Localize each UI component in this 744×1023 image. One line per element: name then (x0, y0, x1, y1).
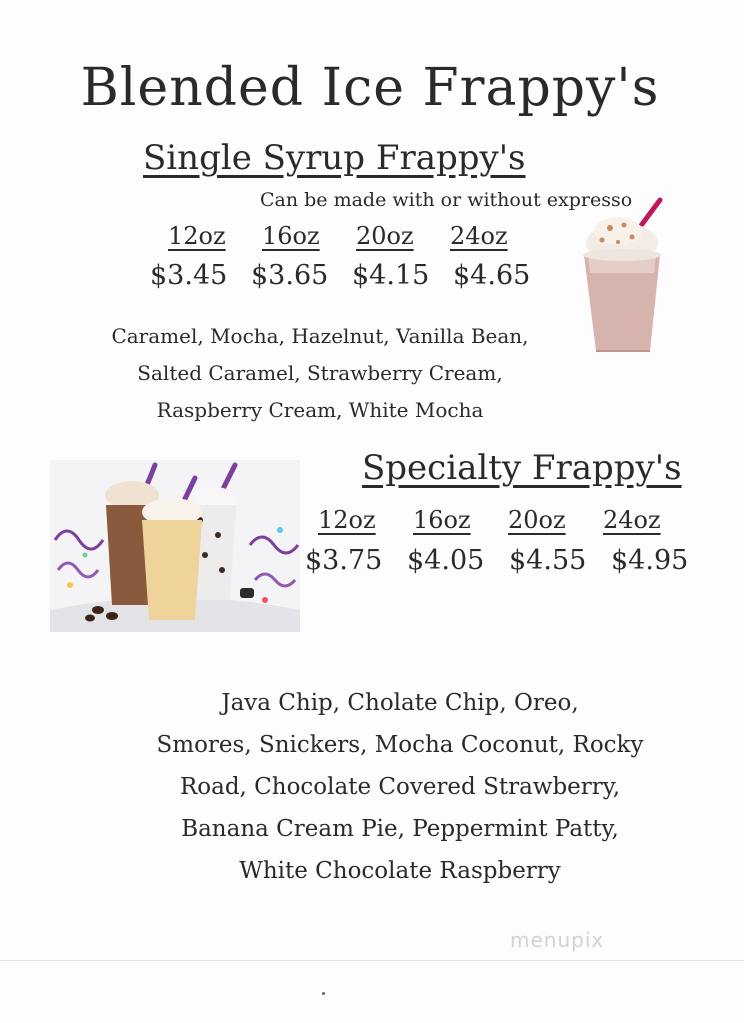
specialty-heading: Specialty Frappy's (362, 448, 682, 488)
espresso-note: Can be made with or without expresso (260, 189, 633, 211)
single-prices-row (150, 260, 554, 291)
size-label: 20oz (508, 506, 566, 534)
flavor-line: Caramel, Mocha, Hazelnut, Vanilla Bean, (111, 324, 529, 348)
size-label: 16oz (413, 506, 471, 534)
watermark: menupix (510, 928, 605, 952)
price: $3.75 (305, 545, 383, 576)
price: $4.15 (352, 260, 430, 291)
single-flavor-list (90, 318, 550, 429)
size-label: 24oz (603, 506, 661, 534)
specialty-flavor-list (130, 682, 670, 892)
flavor-line: Smores, Snickers, Mocha Coconut, Rocky (156, 732, 644, 758)
frappe-cup-image (572, 195, 682, 360)
price: $3.45 (150, 260, 228, 291)
price: $4.05 (407, 545, 485, 576)
menu-title: Blended Ice Frappy's (80, 58, 660, 118)
flavor-line: Road, Chocolate Covered Strawberry, (179, 774, 621, 800)
size-label: 12oz (168, 222, 226, 250)
flavor-line: White Chocolate Raspberry (239, 858, 561, 884)
price: $4.55 (509, 545, 587, 576)
single-syrup-heading: Single Syrup Frappy's (143, 138, 526, 178)
specialty-frappes-image (50, 460, 300, 632)
size-label: 16oz (262, 222, 320, 250)
specialty-prices-row (305, 545, 713, 576)
scan-speck (322, 992, 325, 995)
specialty-sizes-row (318, 506, 698, 534)
page-divider (0, 960, 744, 961)
price: $4.95 (611, 545, 689, 576)
flavor-line: Raspberry Cream, White Mocha (156, 398, 484, 422)
flavor-line: Java Chip, Cholate Chip, Oreo, (221, 690, 579, 716)
single-sizes-row (168, 222, 544, 250)
size-label: 20oz (356, 222, 414, 250)
price: $3.65 (251, 260, 329, 291)
flavor-line: Salted Caramel, Strawberry Cream, (137, 361, 503, 385)
flavor-line: Banana Cream Pie, Peppermint Patty, (181, 816, 619, 842)
price: $4.65 (453, 260, 531, 291)
size-label: 24oz (450, 222, 508, 250)
size-label: 12oz (318, 506, 376, 534)
